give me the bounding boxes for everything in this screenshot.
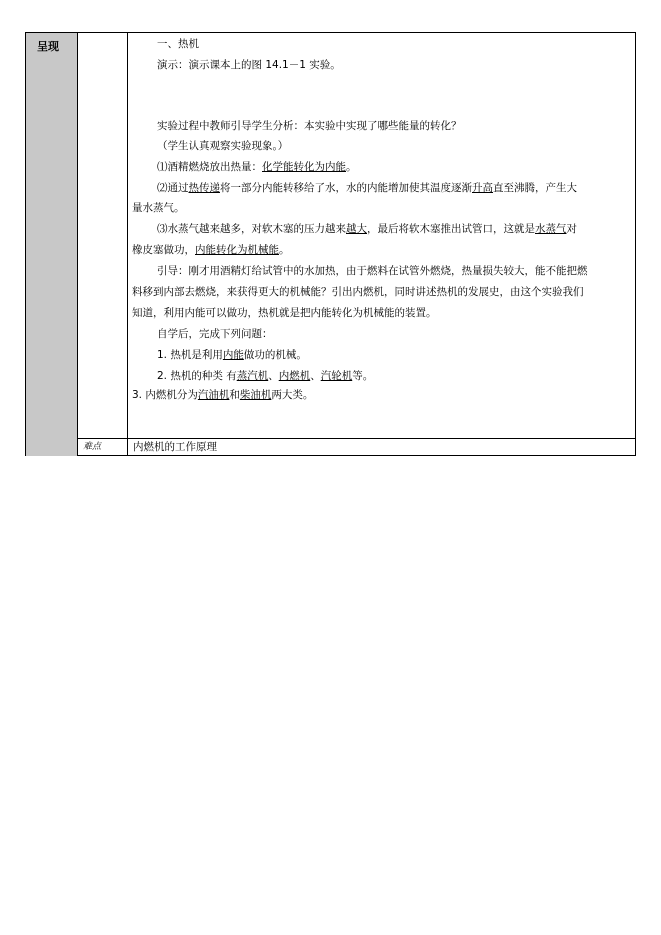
difficulty-row [78,438,636,456]
text: 、 [310,370,321,382]
point-2-line-1 [157,181,577,195]
answer-blank: 内燃机 [278,370,311,382]
question-2 [157,369,373,383]
difficulty-key: 难点 [78,439,128,456]
question-3 [132,388,313,402]
section-label-cell [26,33,78,456]
text: 等。 [352,370,374,382]
heading: 一、热机 [157,38,199,50]
text: ⑶水蒸气越来越多，对软木塞的压力越来 [157,223,346,235]
text: 1. 热机是利用 [157,349,223,361]
text: 直至沸腾，产生大 [493,182,577,194]
text: 。 [346,161,357,173]
question-1 [157,348,307,362]
text: 对 [566,223,577,235]
text: ⑴酒精燃烧放出热量： [157,161,262,173]
difficulty-value: 内燃机的工作原理 [133,441,217,453]
answer-blank: 内能 [222,349,244,361]
text: 橡皮塞做功， [132,244,195,256]
analysis-text: 实验过程中教师引导学生分析：本实验中实现了哪些能量的转化？ [157,120,462,132]
text: 和 [229,389,240,401]
answer-blank: 内能转化为机械能 [195,244,279,256]
answer-blank: 化学能转化为内能 [262,161,346,173]
text: 。 [279,244,290,256]
guide-line-3: 知道，利用内能可以做功，热机就是把内能转化为机械能的装置。 [132,307,437,319]
point-3-line-2 [132,243,290,257]
text: ⑵通过 [157,182,189,194]
text: 2. 热机的种类 有 [157,370,237,382]
text: ，最后将软木塞推出试管口，这就是 [367,223,535,235]
answer-blank: 越大 [346,223,367,235]
point-2-line-2: 量水蒸气。 [132,202,185,214]
observe-text: （学生认真观察实验现象。） [157,140,289,152]
answer-blank: 汽轮机 [320,370,353,382]
answer-blank: 热传递 [188,182,220,194]
text: 两大类。 [271,389,314,401]
text: 做功的机械。 [243,349,307,361]
answer-blank: 汽油机 [197,389,230,401]
answer-blank: 升高 [472,182,493,194]
guide-line-2: 料移到内部去燃烧，来获得更大的机械能？引出内燃机，同时讲述热机的发展史，由这个实验我们 [132,286,584,298]
empty-cell [78,33,128,438]
text: 3. 内燃机分为 [132,389,198,401]
point-3-line-1 [157,222,577,236]
text: 、 [268,370,279,382]
content-cell [128,33,636,438]
answer-blank: 柴油机 [239,389,272,401]
answer-blank: 水蒸气 [535,223,567,235]
lesson-table [25,32,636,456]
guide-line-1: 引导：刚才用酒精灯给试管中的水加热，由于燃料在试管外燃烧，热量损失较大，能不能把燃 [157,265,588,277]
self-study-text: 自学后，完成下列问题： [157,328,273,340]
answer-blank: 蒸汽机 [236,370,269,382]
section-label: 呈现 [37,40,59,53]
point-1 [157,160,357,174]
demo-text: 演示：演示课本上的图 14.1－1 实验。 [157,59,341,71]
text: 将一部分内能转移给了水，水的内能增加使其温度逐渐 [220,182,472,194]
